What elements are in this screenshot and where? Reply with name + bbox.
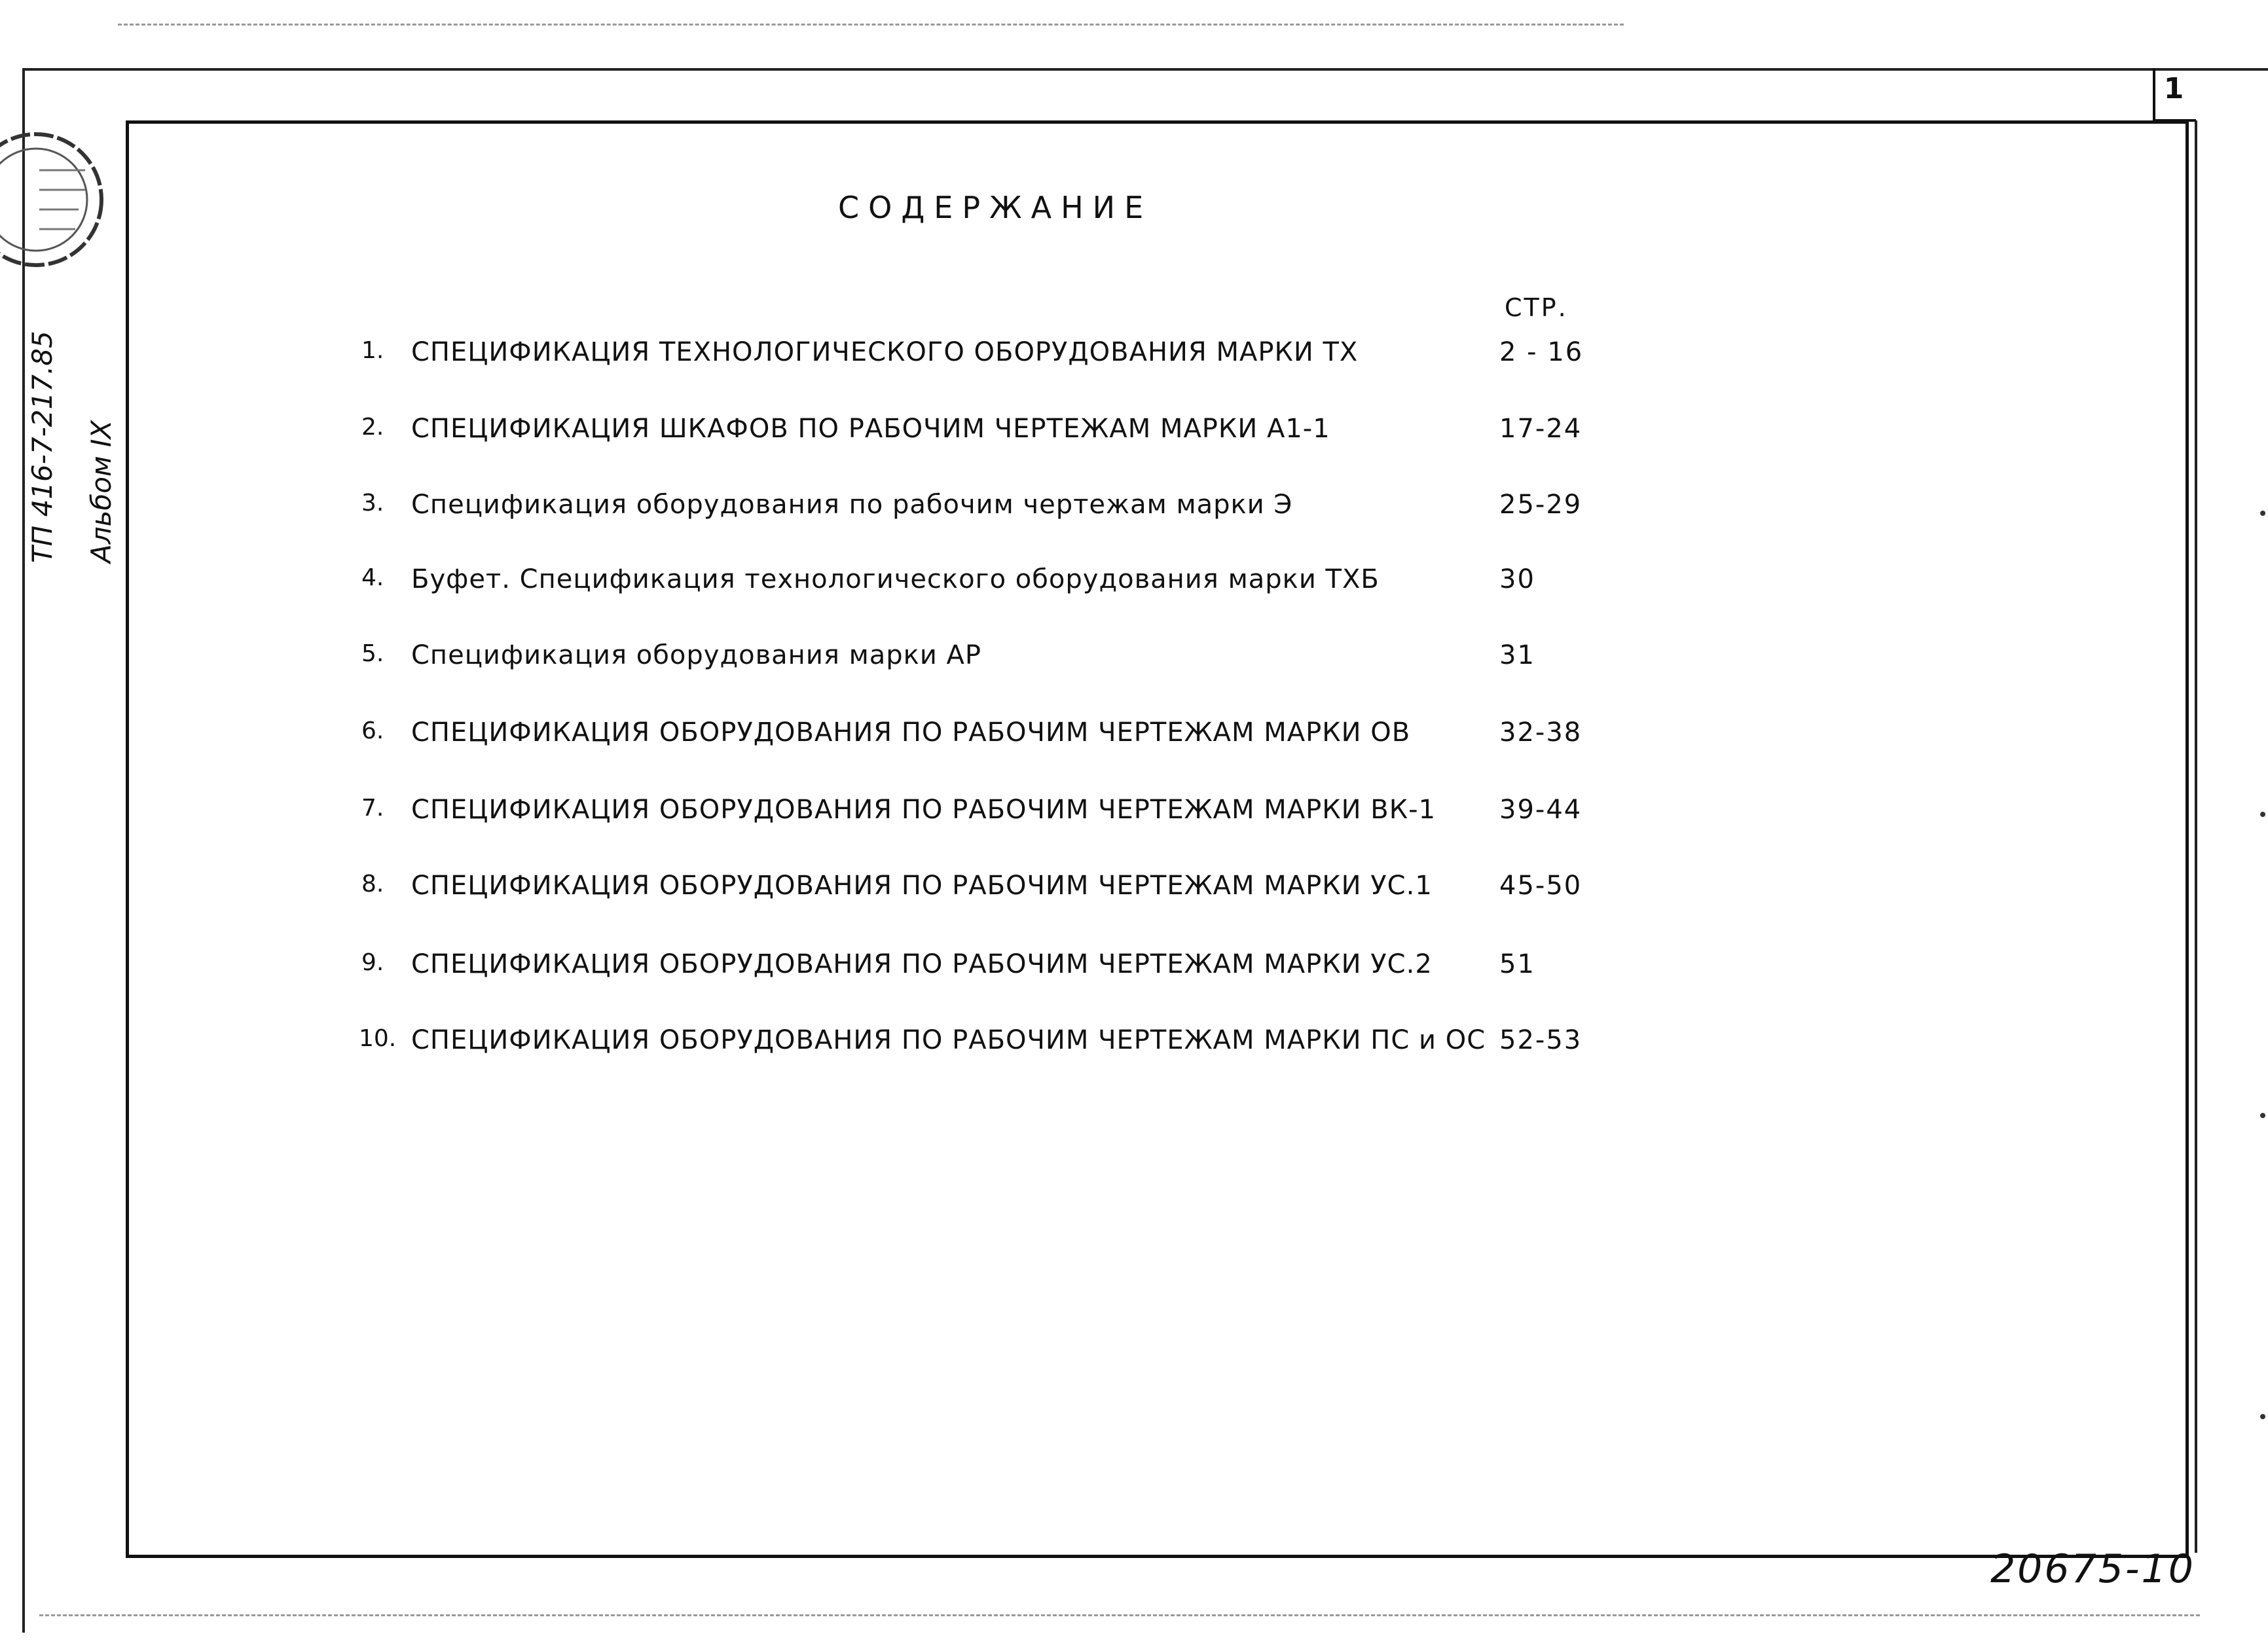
toc-item-number: 7. — [361, 795, 384, 822]
toc-item-pages: 51 — [1499, 949, 1535, 979]
scan-dot — [2260, 812, 2265, 817]
toc-item — [0, 1025, 2268, 1064]
toc-item-number: 6. — [361, 717, 384, 744]
toc-item-pages: 52-53 — [1499, 1025, 1582, 1055]
toc-item-title: СПЕЦИФИКАЦИЯ ОБОРУДОВАНИЯ ПО РАБОЧИМ ЧЕРТЕЖАМ МАРКИ УС.2 — [411, 949, 1433, 979]
toc-item — [0, 414, 2268, 453]
toc-item-title: Спецификация оборудования по рабочим чертежам марки Э — [411, 490, 1293, 520]
toc-item — [0, 717, 2268, 757]
inventory-number: 20675-10 — [1990, 1546, 2195, 1592]
toc-item-number: 10. — [359, 1025, 397, 1052]
toc-item-pages: 2 - 16 — [1499, 337, 1584, 367]
sheet-number: 1 — [2163, 72, 2184, 105]
toc-item — [0, 337, 2268, 376]
scan-dot — [2260, 1113, 2265, 1118]
toc-item-pages: 31 — [1499, 640, 1535, 670]
toc-item-pages: 17-24 — [1499, 414, 1582, 444]
toc-item-title: СПЕЦИФИКАЦИЯ ОБОРУДОВАНИЯ ПО РАБОЧИМ ЧЕРТЕЖАМ МАРКИ УС.1 — [411, 871, 1433, 901]
toc-item-pages: 45-50 — [1499, 871, 1582, 901]
toc-item — [0, 640, 2268, 680]
toc-item-number: 8. — [361, 871, 384, 897]
page-title: СОДЕРЖАНИЕ — [838, 190, 1153, 225]
scan-artifact-top — [118, 24, 1624, 26]
inner-frame-edge — [2195, 120, 2197, 1553]
toc-item — [0, 949, 2268, 988]
toc-item — [0, 564, 2268, 604]
album-label: Альбом IX — [85, 420, 117, 563]
toc-item-pages: 39-44 — [1499, 795, 1582, 825]
toc-item-pages: 30 — [1499, 564, 1535, 594]
toc-item-title: Буфет. Спецификация технологического оборудования марки ТХБ — [411, 564, 1380, 594]
inner-frame — [126, 120, 2189, 1558]
scan-dot — [2260, 511, 2265, 516]
toc-item — [0, 871, 2268, 910]
scan-dot — [2260, 1414, 2265, 1419]
stamp-icon — [0, 124, 111, 275]
toc-item-number: 4. — [361, 564, 384, 591]
toc-item-number: 5. — [361, 640, 384, 667]
document-code: ТП 416-7-217.85 — [26, 331, 58, 563]
toc-item-pages: 32-38 — [1499, 717, 1582, 748]
toc-item-number: 9. — [361, 949, 384, 976]
pages-column-header: СТР. — [1505, 293, 1568, 322]
toc-item-title: СПЕЦИФИКАЦИЯ ОБОРУДОВАНИЯ ПО РАБОЧИМ ЧЕРТЕЖАМ МАРКИ ВК-1 — [411, 795, 1436, 825]
toc-item-number: 1. — [361, 337, 384, 364]
toc-item-number: 3. — [361, 490, 384, 516]
toc-item-number: 2. — [361, 414, 384, 441]
toc-item-title: СПЕЦИФИКАЦИЯ ОБОРУДОВАНИЯ ПО РАБОЧИМ ЧЕРТЕЖАМ МАРКИ ПС и ОС — [411, 1025, 1486, 1055]
toc-item-title: СПЕЦИФИКАЦИЯ ОБОРУДОВАНИЯ ПО РАБОЧИМ ЧЕРТЕЖАМ МАРКИ ОВ — [411, 717, 1411, 748]
toc-item — [0, 795, 2268, 834]
toc-item-title: СПЕЦИФИКАЦИЯ ТЕХНОЛОГИЧЕСКОГО ОБОРУДОВАНИЯ МАРКИ ТХ — [411, 337, 1359, 367]
toc-item-title: Спецификация оборудования марки АР — [411, 640, 982, 670]
toc-item-title: СПЕЦИФИКАЦИЯ ШКАФОВ ПО РАБОЧИМ ЧЕРТЕЖАМ МАРКИ А1-1 — [411, 414, 1330, 444]
toc-item-pages: 25-29 — [1499, 490, 1582, 520]
toc-item — [0, 490, 2268, 529]
